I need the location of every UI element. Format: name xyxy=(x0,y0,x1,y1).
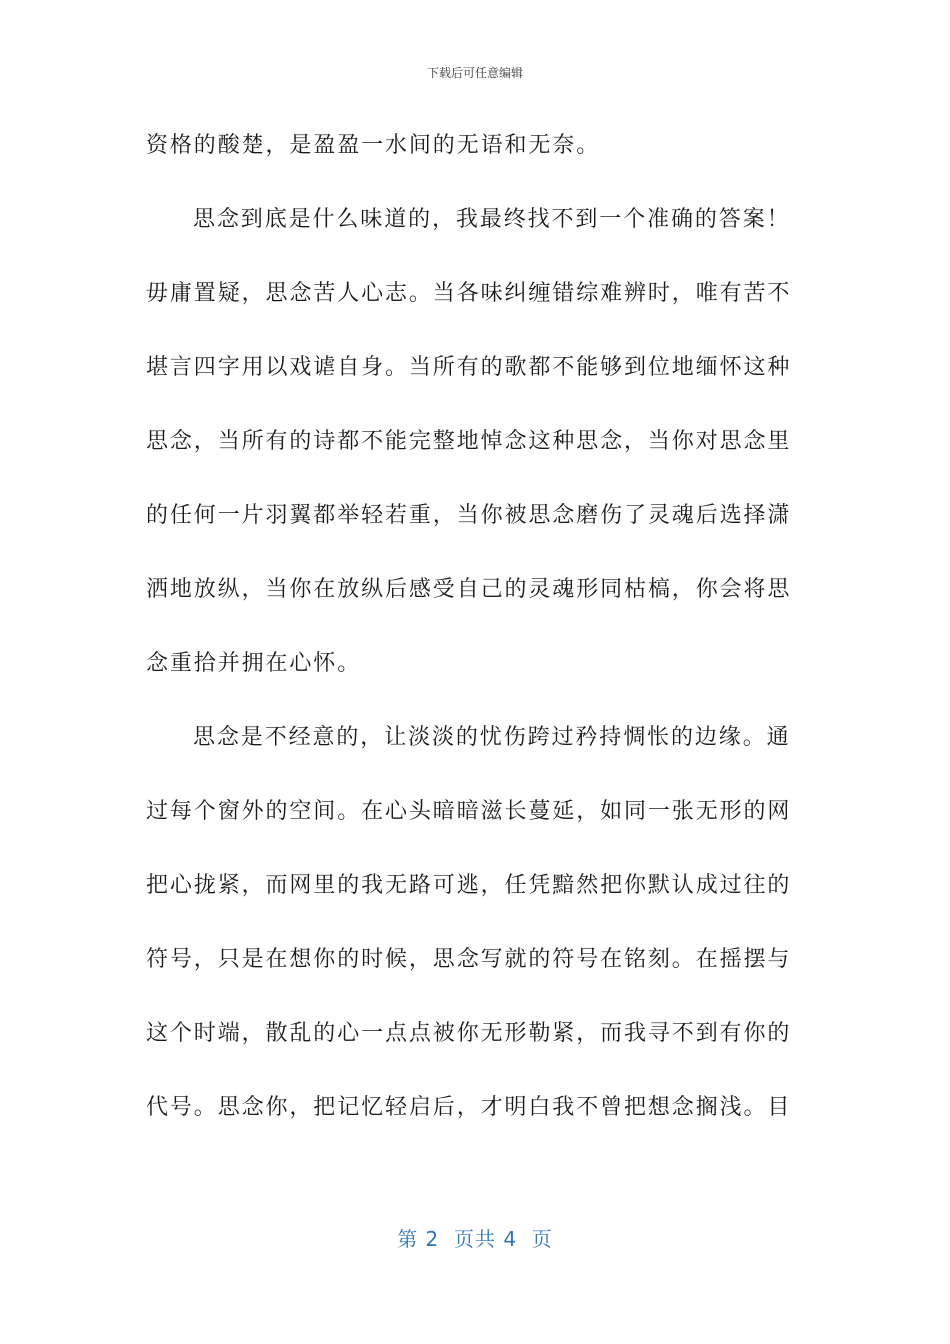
page-number-footer: 第 2 页共 4 页 xyxy=(397,1227,553,1251)
paragraph-first-line: 思念到底是什么味道的，我最终找不到一个准确的答案！ xyxy=(193,207,791,232)
text-line: 念重拾并拥在心怀。 xyxy=(146,651,362,676)
text-line: 这个时端，散乱的心一点点被你无形勒紧，而我寻不到有你的 xyxy=(146,1021,792,1046)
page-header: 下载后可任意编辑 xyxy=(426,66,523,80)
text-line: 符号，只是在想你的时候，思念写就的符号在铭刻。在摇摆与 xyxy=(146,947,792,972)
text-line: 思念，当所有的诗都不能完整地悼念这种思念，当你对思念里 xyxy=(146,429,792,454)
text-line: 资格的酸楚，是盈盈一水间的无语和无奈。 xyxy=(146,133,601,158)
text-line: 的任何一片羽翼都举轻若重，当你被思念磨伤了灵魂后选择潇 xyxy=(146,503,792,528)
text-line: 毋庸置疑，思念苦人心志。当各味纠缠错综难辨时，唯有苦不 xyxy=(146,281,792,306)
text-line: 堪言四字用以戏谑自身。当所有的歌都不能够到位地缅怀这种 xyxy=(146,355,792,380)
text-line: 把心拢紧，而网里的我无路可逃，任凭黯然把你默认成过往的 xyxy=(146,873,792,898)
text-line: 过每个窗外的空间。在心头暗暗滋长蔓延，如同一张无形的网 xyxy=(146,799,792,824)
document-body xyxy=(146,120,806,1156)
text-line: 洒地放纵，当你在放纵后感受自己的灵魂形同枯槁，你会将思 xyxy=(146,577,792,602)
paragraph-first-line: 思念是不经意的，让淡淡的忧伤跨过矜持惆怅的边缘。通 xyxy=(193,725,791,750)
text-line: 代号。思念你，把记忆轻启后，才明白我不曾把想念搁浅。目 xyxy=(146,1095,792,1120)
